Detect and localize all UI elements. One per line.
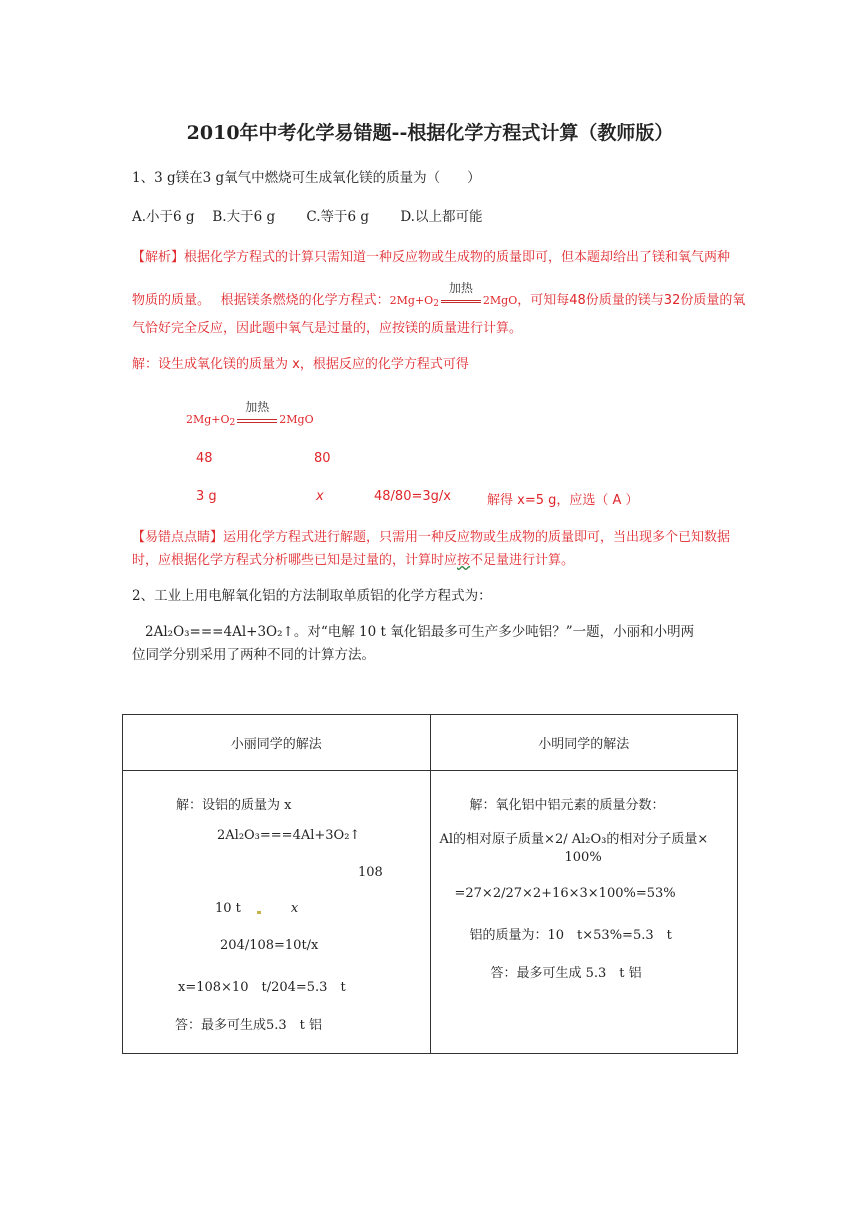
- given-mg: 3 g: [196, 489, 217, 504]
- left-line-3: 108: [358, 865, 383, 880]
- question-2-stem: 2、工业上用电解氧化铝的方法制取单质铝的化学方程式为：: [132, 588, 492, 604]
- proportion: 48/80=3g/x: [374, 489, 451, 504]
- xiaoming-solution-cell: [430, 771, 738, 1054]
- table-header-row: [123, 715, 738, 771]
- xiaoli-solution-cell: [123, 771, 431, 1054]
- answer-result: 解得 x=5 g，应选（ A ）: [487, 493, 639, 508]
- question-2-para-2: 位同学分别采用了两种不同的计算方法。: [132, 647, 375, 663]
- reaction-condition-2: 加热: [237, 413, 277, 427]
- question-2-para-1: 2Al₂O₃===4Al+3O₂↑。对“电解 10 t 氧化铝最多可生产多少吨铝？”一题，小丽和小明两: [145, 624, 695, 640]
- analysis-line-3: 气恰好完全反应，因此题中氧气是过量的，应按镁的质量进行计算。: [132, 321, 523, 336]
- solution-table: [122, 714, 738, 1054]
- right-line-5: 铝的质量为：10 t×53%=5.3 t: [469, 928, 672, 943]
- tip-line-1: 【易错点点睛】运用化学方程式进行解题，只需用一种反应物或生成物的质量即可，当出现多个已知数据: [132, 530, 731, 545]
- equation-mg-combustion: $2Mg+O_2$: [389, 294, 439, 309]
- analysis-line-1: 【解析】根据化学方程式的计算只需知道一种反应物或生成物的质量即可，但本题却给出了镁和氧气两种: [132, 250, 731, 265]
- right-line-4: =27×2/27×2+16×3×100%=53%: [454, 886, 676, 901]
- question-1-options: A.小于6 g B.大于6 g C.等于6 g D.以上都可能: [132, 209, 483, 225]
- right-line-2: Al的相对原子质量×2/ Al₂O₃的相对分子质量×: [439, 832, 709, 847]
- left-line-5: 204/108=10t/x: [220, 938, 319, 953]
- reaction-condition: 加热: [441, 294, 481, 308]
- header-xiaoli: 小丽同学的解法: [123, 715, 431, 771]
- left-line-2: 2Al₂O₃===4Al+3O₂↑: [217, 828, 361, 843]
- left-line-1: 解：设铝的质量为 x: [176, 798, 292, 813]
- left-line-7: 答：最多可生成5.3 t 铝: [175, 1018, 323, 1033]
- right-line-1: 解：氧化铝中铝元素的质量分数：: [469, 798, 665, 813]
- analysis-line-2: 物质的质量。 根据镁条燃烧的化学方程式：$2Mg+O_2$ 加热 2MgO，可知每48份质量的镁与32份质量的氧: [132, 280, 746, 309]
- mass-mgo: 80: [314, 451, 331, 466]
- question-1-stem: 1、3 g镁在3 g氧气中燃烧可生成氧化镁的质量为（ ）: [132, 170, 481, 186]
- right-line-3: 100%: [564, 850, 602, 865]
- header-xiaoming: 小明同学的解法: [430, 715, 738, 771]
- table-body-row: [123, 771, 738, 1054]
- page-title: 2010年中考化学易错题--根据化学方程式计算（教师版）: [186, 122, 674, 144]
- left-line-4: 10 t x: [215, 901, 299, 916]
- tip-line-2: 时，应根据化学方程式分析哪些已知是过量的，计算时应按不足量进行计算。: [132, 553, 575, 568]
- right-line-6: 答：最多可生成 5.3 t 铝: [490, 966, 642, 981]
- mass-mg: 48: [196, 451, 213, 466]
- analysis-text: 物质的质量。 根据镁条燃烧的化学方程式：: [132, 293, 390, 308]
- unknown-x: x: [316, 489, 324, 504]
- analysis-line-4: 解：设生成氧化镁的质量为 x，根据反应的化学方程式可得: [132, 357, 469, 372]
- left-line-6: x=108×10 t/204=5.3 t: [178, 980, 346, 995]
- equation-mg-combustion-2: $2Mg+O_2$ 加热 2MgO: [186, 400, 314, 428]
